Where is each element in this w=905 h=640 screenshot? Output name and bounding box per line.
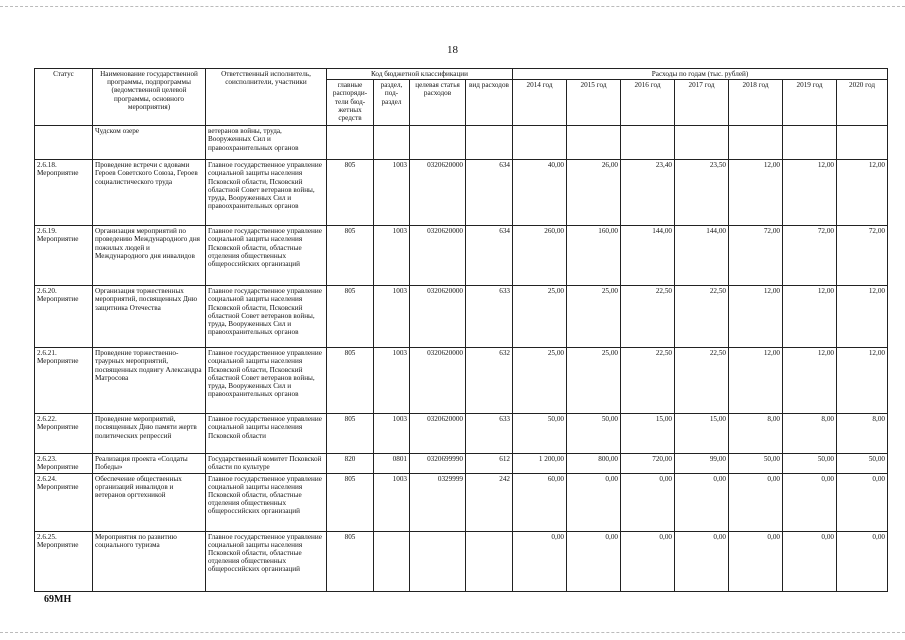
header-article: целевая статья расходов — [410, 80, 466, 126]
row-grbs — [327, 126, 374, 160]
row-section — [374, 126, 410, 160]
row-type: 612 — [466, 454, 513, 473]
row-year-value: 0,00 — [621, 473, 675, 531]
row-executor: ветеранов войны, труда, Вооруженных Сил и правоохранительных органов — [206, 126, 327, 160]
row-year-value: 0,00 — [783, 473, 837, 531]
row-section: 1003 — [374, 286, 410, 348]
header-executor: Ответственный исполнитель, соисполнители, участники — [206, 69, 327, 126]
row-year-value — [837, 126, 888, 160]
header-year: 2020 год — [837, 80, 888, 126]
row-year-value: 0,00 — [513, 531, 567, 591]
row-name: Организация мероприятий по проведению Международного дня пожилых людей и Международного дня инвалидов — [93, 226, 206, 286]
row-type: 634 — [466, 226, 513, 286]
header-grbs: главные распоряди-тели бюд-жетных средств — [327, 80, 374, 126]
row-type: 634 — [466, 160, 513, 226]
row-year-value: 23,50 — [675, 160, 729, 226]
row-year-value: 1 200,00 — [513, 454, 567, 473]
row-type — [466, 126, 513, 160]
row-year-value: 12,00 — [783, 160, 837, 226]
table-row — [35, 414, 888, 454]
table-body — [35, 126, 888, 591]
header-type: вид расходов — [466, 80, 513, 126]
row-year-value: 12,00 — [729, 348, 783, 414]
row-status: 2.6.25. Мероприятие — [35, 531, 93, 591]
row-year-value: 25,00 — [513, 286, 567, 348]
row-year-value: 0,00 — [675, 473, 729, 531]
row-year-value: 12,00 — [837, 286, 888, 348]
row-article: 0320620000 — [410, 226, 466, 286]
row-section: 1003 — [374, 226, 410, 286]
row-year-value: 160,00 — [567, 226, 621, 286]
row-type: 632 — [466, 348, 513, 414]
page-number: 18 — [447, 44, 458, 56]
row-type: 633 — [466, 286, 513, 348]
header-year: 2019 год — [783, 80, 837, 126]
row-status: 2.6.20. Мероприятие — [35, 286, 93, 348]
row-executor: Главное государственное управление социальной защиты населения Псковской области, Псковский областной Совет ветеранов войны, труда, Вооруженных Сил и правоохранительных органов — [206, 348, 327, 414]
row-year-value: 50,00 — [783, 454, 837, 473]
row-article — [410, 531, 466, 591]
row-year-value: 0,00 — [783, 531, 837, 591]
row-type — [466, 531, 513, 591]
row-name: Обеспечение общественных организаций инвалидов и ветеранов оргтехникой — [93, 473, 206, 531]
row-year-value: 12,00 — [783, 348, 837, 414]
row-grbs: 805 — [327, 160, 374, 226]
row-article: 0320620000 — [410, 348, 466, 414]
row-status: 2.6.23. Мероприятие — [35, 454, 93, 473]
row-year-value: 22,50 — [675, 286, 729, 348]
row-year-value: 50,00 — [567, 414, 621, 454]
row-year-value: 12,00 — [729, 160, 783, 226]
row-status — [35, 126, 93, 160]
row-year-value: 0,00 — [621, 531, 675, 591]
header-section: раздел, под-раздел — [374, 80, 410, 126]
row-status: 2.6.19. Мероприятие — [35, 226, 93, 286]
row-type: 242 — [466, 473, 513, 531]
row-name: Проведение встречи с вдовами Героев Советского Союза, Героев социалистического труда — [93, 160, 206, 226]
row-year-value: 22,50 — [621, 286, 675, 348]
row-year-value: 15,00 — [621, 414, 675, 454]
row-section: 1003 — [374, 414, 410, 454]
row-executor: Государственный комитет Псковской области по культуре — [206, 454, 327, 473]
header-expenses: Расходы по годам (тыс. рублей) — [513, 69, 888, 80]
row-year-value: 60,00 — [513, 473, 567, 531]
header-year: 2016 год — [621, 80, 675, 126]
header-name: Наименование государственной программы, подпрограммы (ведомственной целевой программы, основного мероприятия) — [93, 69, 206, 126]
row-year-value: 72,00 — [783, 226, 837, 286]
table-row — [35, 160, 888, 226]
row-status: 2.6.21. Мероприятие — [35, 348, 93, 414]
row-section: 1003 — [374, 160, 410, 226]
table-row — [35, 226, 888, 286]
table-row — [35, 473, 888, 531]
header-year: 2015 год — [567, 80, 621, 126]
row-grbs: 805 — [327, 348, 374, 414]
row-name: Мероприятия по развитию социального туризма — [93, 531, 206, 591]
row-year-value: 50,00 — [729, 454, 783, 473]
bottom-scan-edge — [0, 632, 905, 633]
header-year: 2014 год — [513, 80, 567, 126]
row-year-value: 0,00 — [567, 531, 621, 591]
row-article — [410, 126, 466, 160]
row-year-value: 12,00 — [783, 286, 837, 348]
row-name: Реализация проекта «Солдаты Победы» — [93, 454, 206, 473]
row-year-value: 50,00 — [513, 414, 567, 454]
row-year-value: 8,00 — [729, 414, 783, 454]
row-year-value: 15,00 — [675, 414, 729, 454]
row-article: 0320699990 — [410, 454, 466, 473]
row-article: 0329999 — [410, 473, 466, 531]
row-year-value: 8,00 — [783, 414, 837, 454]
row-year-value: 72,00 — [729, 226, 783, 286]
row-grbs: 805 — [327, 531, 374, 591]
row-executor: Главное государственное управление социальной защиты населения Псковской области, областные отделения общественных общероссийских организаций — [206, 473, 327, 531]
row-type: 633 — [466, 414, 513, 454]
row-year-value: 0,00 — [729, 531, 783, 591]
row-year-value: 22,50 — [675, 348, 729, 414]
row-year-value — [621, 126, 675, 160]
row-year-value: 12,00 — [837, 348, 888, 414]
row-year-value: 40,00 — [513, 160, 567, 226]
top-scan-edge — [0, 6, 905, 7]
row-year-value: 720,00 — [621, 454, 675, 473]
header-year: 2017 год — [675, 80, 729, 126]
row-year-value: 12,00 — [729, 286, 783, 348]
row-section: 0801 — [374, 454, 410, 473]
row-article: 0320620000 — [410, 160, 466, 226]
row-year-value: 25,00 — [513, 348, 567, 414]
row-year-value: 50,00 — [837, 454, 888, 473]
row-year-value — [513, 126, 567, 160]
row-year-value — [675, 126, 729, 160]
row-grbs: 805 — [327, 226, 374, 286]
row-section: 1003 — [374, 473, 410, 531]
row-grbs: 805 — [327, 414, 374, 454]
row-section: 1003 — [374, 348, 410, 414]
row-name: Чудском озере — [93, 126, 206, 160]
row-year-value: 99,00 — [675, 454, 729, 473]
table-row — [35, 348, 888, 414]
row-year-value — [567, 126, 621, 160]
row-year-value: 144,00 — [675, 226, 729, 286]
row-name: Организация торжественных мероприятий, посвященных Дню защитника Отечества — [93, 286, 206, 348]
row-year-value: 0,00 — [675, 531, 729, 591]
row-status: 2.6.24. Мероприятие — [35, 473, 93, 531]
row-year-value: 25,00 — [567, 286, 621, 348]
row-executor: Главное государственное управление социальной защиты населения Псковской области — [206, 414, 327, 454]
row-year-value — [783, 126, 837, 160]
row-name: Проведение торжественно-траурных мероприятий, посвященных подвигу Александра Матросова — [93, 348, 206, 414]
row-year-value — [729, 126, 783, 160]
header-status: Статус — [35, 69, 93, 126]
row-grbs: 820 — [327, 454, 374, 473]
row-status: 2.6.22. Мероприятие — [35, 414, 93, 454]
row-article: 0320620000 — [410, 414, 466, 454]
table-row — [35, 531, 888, 591]
row-year-value: 8,00 — [837, 414, 888, 454]
table-row — [35, 454, 888, 473]
table-header-row — [35, 69, 888, 80]
row-year-value: 0,00 — [567, 473, 621, 531]
row-executor: Главное государственное управление социальной защиты населения Псковской области, Псковский областной Совет ветеранов войны, труда, Вооруженных Сил и правоохранительных органов — [206, 286, 327, 348]
row-year-value: 25,00 — [567, 348, 621, 414]
row-grbs: 805 — [327, 286, 374, 348]
row-year-value: 0,00 — [729, 473, 783, 531]
row-year-value: 144,00 — [621, 226, 675, 286]
row-grbs: 805 — [327, 473, 374, 531]
row-year-value: 26,00 — [567, 160, 621, 226]
row-year-value: 72,00 — [837, 226, 888, 286]
footer-code: 69МН — [44, 594, 72, 605]
header-year: 2018 год — [729, 80, 783, 126]
row-executor: Главное государственное управление социальной защиты населения Псковской области, областные отделения общественных общероссийских организаций — [206, 531, 327, 591]
row-status: 2.6.18. Мероприятие — [35, 160, 93, 226]
row-year-value: 23,40 — [621, 160, 675, 226]
table-row — [35, 286, 888, 348]
row-article: 0320620000 — [410, 286, 466, 348]
row-year-value: 22,50 — [621, 348, 675, 414]
row-executor: Главное государственное управление социальной защиты населения Псковской области, областные отделения общественных общероссийских организаций — [206, 226, 327, 286]
row-year-value: 260,00 — [513, 226, 567, 286]
row-year-value: 0,00 — [837, 473, 888, 531]
row-year-value: 800,00 — [567, 454, 621, 473]
row-year-value: 0,00 — [837, 531, 888, 591]
row-name: Проведение мероприятий, посвященных Дню памяти жертв политических репрессий — [93, 414, 206, 454]
table-row — [35, 126, 888, 160]
header-budget-code: Код бюджетной классификации — [327, 69, 513, 80]
row-section — [374, 531, 410, 591]
row-executor: Главное государственное управление социальной защиты населения Псковской области, Псковский областной Совет ветеранов войны, труда, Вооруженных Сил и правоохранительных органов — [206, 160, 327, 226]
budget-table — [34, 68, 888, 592]
row-year-value: 12,00 — [837, 160, 888, 226]
